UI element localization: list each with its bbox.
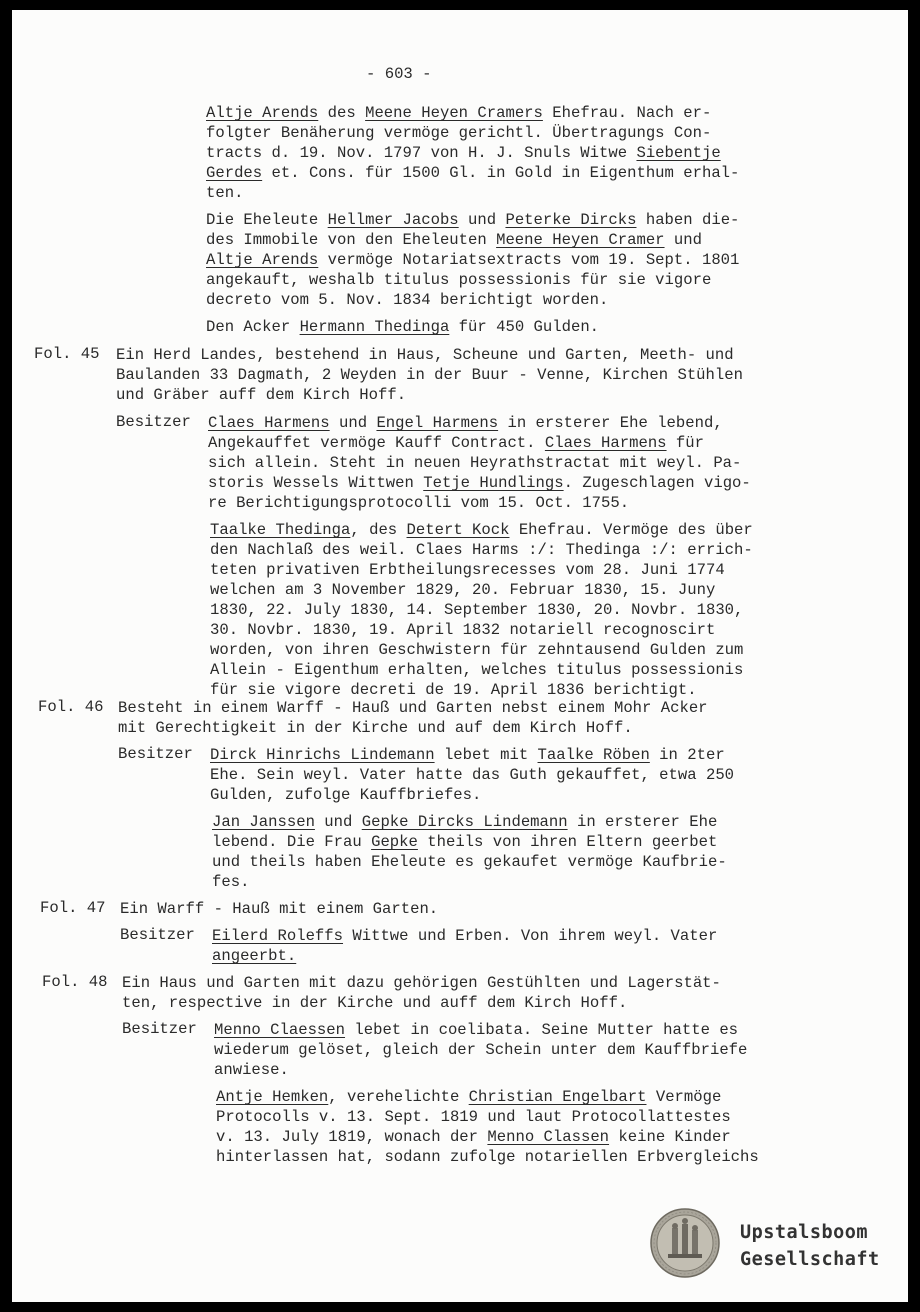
- text-line: [212, 872, 249, 892]
- person-name: Menno Classen: [487, 1128, 610, 1146]
- text-span: ten.: [206, 184, 244, 202]
- text-line: [210, 745, 725, 765]
- text-span: Ehefrau. Nach er-: [542, 104, 712, 122]
- text-span: lebet mit: [434, 746, 538, 764]
- text-line: Ein Warff - Hauß mit einem Garten.: [120, 900, 439, 918]
- text-span: folgter Benäherung vermöge gerichtl. Übertragungs Con-: [206, 124, 712, 142]
- person-name: Taalke Röben: [537, 746, 650, 764]
- person-name: Hermann Thedinga: [299, 318, 450, 336]
- text-line: [208, 493, 629, 513]
- text-span: und: [458, 211, 506, 229]
- person-name: Eilerd Roleffs: [212, 927, 344, 945]
- text-span: re Berichtigungsprotocolli vom 15. Oct. 1755.: [208, 494, 630, 512]
- text-line: [206, 290, 608, 310]
- text-line: Ein Haus und Garten mit dazu gehörigen Gestühlten und Lagerstät-: [122, 974, 721, 992]
- text-line: [214, 1040, 747, 1060]
- text-span: wiederum gelöset, gleich der Schein unter dem Kauffbriefe: [214, 1041, 748, 1059]
- besitzer-label: Besitzer: [118, 745, 193, 763]
- text-span: keine Kinder: [609, 1128, 731, 1146]
- text-line: [214, 1020, 738, 1040]
- text-line: [206, 103, 711, 123]
- text-span: 1830, 22. July 1830, 14. September 1830, 20. Novbr. 1830,: [210, 601, 744, 619]
- text-span: hinterlassen hat, sodann zufolge notariellen Erbvergleichs: [216, 1148, 759, 1166]
- text-span: und: [329, 414, 377, 432]
- person-name: Altje Arends: [206, 104, 319, 122]
- folio-label: Fol. 47: [40, 899, 106, 917]
- text-line: [208, 413, 723, 433]
- besitzer-label: Besitzer: [116, 413, 191, 431]
- text-line: [210, 580, 715, 600]
- person-name: Meene Heyen Cramer: [496, 231, 665, 249]
- text-line: [210, 540, 753, 560]
- text-line: [206, 163, 739, 183]
- text-line: [210, 560, 725, 580]
- text-span: sich allein. Steht in neuen Heyrathstractat mit weyl. Pa-: [208, 454, 742, 472]
- text-span: und theils haben Eheleute es gekaufet vermöge Kaufbrie-: [212, 853, 727, 871]
- page-number: - 603 -: [366, 65, 432, 83]
- text-span: in 2ter: [649, 746, 725, 764]
- person-name: Antje Hemken: [216, 1088, 329, 1106]
- text-span: angekauft, weshalb titulus possessionis für sie vigore: [206, 271, 712, 289]
- text-line: Besteht in einem Warff - Hauß und Garten nebst einem Mohr Acker: [118, 699, 708, 717]
- text-span: tracts d. 19. Nov. 1797 von H. J. Snuls Witwe: [206, 144, 637, 162]
- text-line: [206, 183, 243, 203]
- text-span: des: [318, 104, 366, 122]
- text-span: Den Acker: [206, 318, 300, 336]
- text-line: [206, 210, 739, 230]
- text-span: Die Eheleute: [206, 211, 328, 229]
- text-span: v. 13. July 1819, wonach der: [216, 1128, 488, 1146]
- text-line: [208, 433, 704, 453]
- text-span: teten privativen Erbtheilungsrecesses vom 28. Juni 1774: [210, 561, 725, 579]
- person-name: Hellmer Jacobs: [327, 211, 459, 229]
- text-span: Protocolls v. 13. Sept. 1819 und laut Protocollattestes: [216, 1108, 731, 1126]
- text-line: [210, 520, 753, 540]
- text-line: [206, 317, 599, 337]
- text-span: 30. Novbr. 1830, 19. April 1832 notariell recognoscirt: [210, 621, 716, 639]
- person-name: Gerdes: [206, 164, 263, 182]
- person-name: Taalke Thedinga: [210, 521, 351, 539]
- text-line: [210, 620, 715, 640]
- text-line: [212, 812, 717, 832]
- text-span: Allein - Eigenthum erhalten, welches titulus possessionis: [210, 661, 744, 679]
- text-line: [210, 600, 743, 620]
- person-name: Detert Kock: [406, 521, 510, 539]
- text-line: [206, 143, 721, 163]
- text-line: [208, 473, 751, 493]
- person-name: Meene Heyen Cramers: [365, 104, 543, 122]
- text-span: . Zugeschlagen vigo-: [563, 474, 751, 492]
- person-name: Claes Harmens: [208, 414, 330, 432]
- text-line: [216, 1087, 721, 1107]
- person-name: Siebentje: [636, 144, 721, 162]
- person-name: Peterke Dircks: [505, 211, 637, 229]
- text-span: et. Cons. für 1500 Gl. in Gold in Eigenthum erhal-: [262, 164, 740, 182]
- text-line: [210, 640, 743, 660]
- document-page: [12, 10, 908, 1302]
- person-name: Claes Harmens: [544, 434, 667, 452]
- folio-label: Fol. 45: [34, 345, 100, 363]
- text-line: [212, 832, 717, 852]
- text-line: [212, 852, 727, 872]
- text-span: Wittwe und Erben. Von ihrem weyl. Vater: [343, 927, 718, 945]
- text-line: [206, 250, 739, 270]
- person-name: Gepke Dircks Lindemann: [361, 813, 568, 831]
- text-span: haben die-: [636, 211, 740, 229]
- person-name: Jan Janssen: [212, 813, 315, 831]
- text-span: lebet in coelibata. Seine Mutter hatte es: [345, 1021, 739, 1039]
- text-line: [210, 785, 481, 805]
- text-line: mit Gerechtigkeit in der Kirche und auf dem Kirch Hoff.: [118, 719, 633, 737]
- text-line: [206, 270, 711, 290]
- folio-label: Fol. 46: [38, 698, 104, 716]
- text-span: für: [666, 434, 704, 452]
- text-line: [212, 946, 296, 966]
- text-span: welchen am 3 November 1829, 20. Februar 1830, 15. Juny: [210, 581, 716, 599]
- text-line: Baulanden 33 Dagmath, 2 Weyden in der Buur - Venne, Kirchen Stühlen: [116, 366, 743, 384]
- person-name: Engel Harmens: [376, 414, 499, 432]
- person-name: Menno Claessen: [214, 1021, 346, 1039]
- text-span: vermöge Notariatsextracts vom 19. Sept. 1801: [318, 251, 740, 269]
- text-line: [208, 453, 741, 473]
- text-span: lebend. Die Frau: [212, 833, 372, 851]
- text-span: angeerbt.: [212, 947, 297, 965]
- text-line: [210, 765, 734, 785]
- text-span: Ehe. Sein weyl. Vater hatte das Guth gekauffet, etwa 250: [210, 766, 735, 784]
- text-span: , des: [350, 521, 407, 539]
- text-span: , verehelichte: [328, 1088, 469, 1106]
- text-line: [206, 230, 702, 250]
- text-span: für sie vigore decreti de 19. April 1836 berichtigt.: [210, 681, 697, 699]
- text-line: [216, 1147, 759, 1167]
- text-span: Ehefrau. Vermöge des über: [509, 521, 753, 539]
- text-span: fes.: [212, 873, 250, 891]
- text-span: und: [314, 813, 362, 831]
- besitzer-label: Besitzer: [122, 1020, 197, 1038]
- person-name: Christian Engelbart: [468, 1088, 647, 1106]
- text-line: [212, 926, 717, 946]
- person-name: Gepke: [371, 833, 418, 851]
- text-span: theils von ihren Eltern geerbet: [417, 833, 718, 851]
- text-span: Angekauffet vermöge Kauff Contract.: [208, 434, 545, 452]
- person-name: Dirck Hinrichs Lindemann: [210, 746, 435, 764]
- seal-icon: [650, 1208, 720, 1278]
- text-line: [206, 123, 711, 143]
- folio-label: Fol. 48: [42, 973, 108, 991]
- text-span: anwiese.: [214, 1061, 289, 1079]
- person-name: Tetje Hundlings: [423, 474, 564, 492]
- text-line: und Gräber auff dem Kirch Hoff.: [116, 386, 407, 404]
- text-span: des Immobile von den Eheleuten: [206, 231, 497, 249]
- brand-line-1: Upstalsboom: [740, 1222, 869, 1243]
- text-span: den Nachlaß des weil. Claes Harms :/: Thedinga :/: errich-: [210, 541, 753, 559]
- text-span: storis Wessels Wittwen: [208, 474, 424, 492]
- person-name: Altje Arends: [206, 251, 319, 269]
- text-span: für 450 Gulden.: [449, 318, 600, 336]
- besitzer-label: Besitzer: [120, 926, 195, 944]
- text-span: worden, von ihren Geschwistern für zehntausend Gulden zum: [210, 641, 744, 659]
- text-span: in ersterer Ehe lebend,: [498, 414, 723, 432]
- brand-line-2: Gesellschaft: [740, 1249, 880, 1270]
- text-span: in ersterer Ehe: [567, 813, 718, 831]
- text-line: [210, 680, 697, 700]
- text-line: ten, respective in der Kirche und auff dem Kirch Hoff.: [122, 994, 628, 1012]
- text-line: [216, 1107, 731, 1127]
- text-line: [216, 1127, 731, 1147]
- text-span: und: [664, 231, 702, 249]
- text-span: Gulden, zufolge Kauffbriefes.: [210, 786, 482, 804]
- text-span: Vermöge: [646, 1088, 722, 1106]
- text-line: [210, 660, 743, 680]
- text-line: Ein Herd Landes, bestehend in Haus, Scheune und Garten, Meeth- und: [116, 346, 734, 364]
- text-span: decreto vom 5. Nov. 1834 berichtigt worden.: [206, 291, 609, 309]
- text-line: [214, 1060, 289, 1080]
